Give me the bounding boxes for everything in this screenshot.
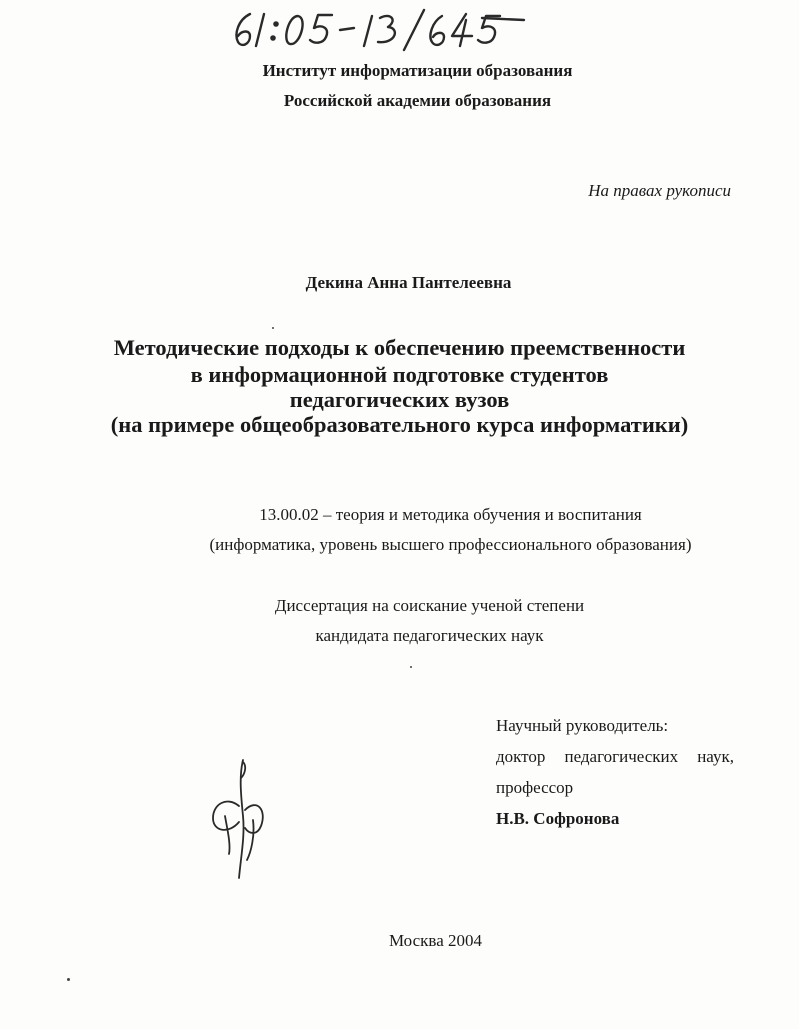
- scan-speck: [67, 978, 70, 981]
- scan-speck: [410, 666, 412, 668]
- degree-statement-line-2: кандидата педагогических наук: [315, 626, 544, 645]
- dissertation-title-line-4: (на примере общеобразовательного курса информатики): [110, 412, 689, 437]
- dissertation-title-line-3: педагогических вузов: [289, 387, 510, 412]
- institute-line-2: Российской академии образования: [283, 91, 552, 110]
- supervisor-degree-word-1: доктор: [496, 747, 546, 766]
- handwritten-catalog-number: [228, 6, 528, 54]
- supervisor-label: Научный руководитель:: [496, 716, 669, 735]
- manuscript-rights-note: На правах рукописи: [588, 181, 731, 200]
- supervisor-degree-word-2: педагогических: [564, 747, 679, 766]
- handwritten-signature: [205, 756, 269, 882]
- institute-line-1: Институт информатизации образования: [262, 61, 573, 80]
- degree-statement-line-1: Диссертация на соискание ученой степени: [274, 596, 585, 615]
- dissertation-title-line-1: Методические подходы к обеспечению преемственности: [113, 335, 686, 360]
- specialty-code-line: 13.00.02 – теория и методика обучения и воспитания: [259, 505, 642, 524]
- city-and-year: Москва 2004: [388, 931, 483, 950]
- scan-speck: [272, 327, 274, 329]
- dissertation-title-line-2: в информационной подготовке студентов: [190, 362, 609, 387]
- supervisor-degree: [496, 747, 734, 778]
- supervisor-block: [496, 716, 736, 840]
- supervisor-rank: профессор: [496, 778, 574, 797]
- supervisor-degree-word-3: наук,: [697, 747, 734, 766]
- specialty-detail-line: (информатика, уровень высшего профессионального образования): [209, 535, 692, 554]
- supervisor-name: Н.В. Софронова: [496, 809, 620, 828]
- author-name: Декина Анна Пантелеевна: [305, 273, 512, 292]
